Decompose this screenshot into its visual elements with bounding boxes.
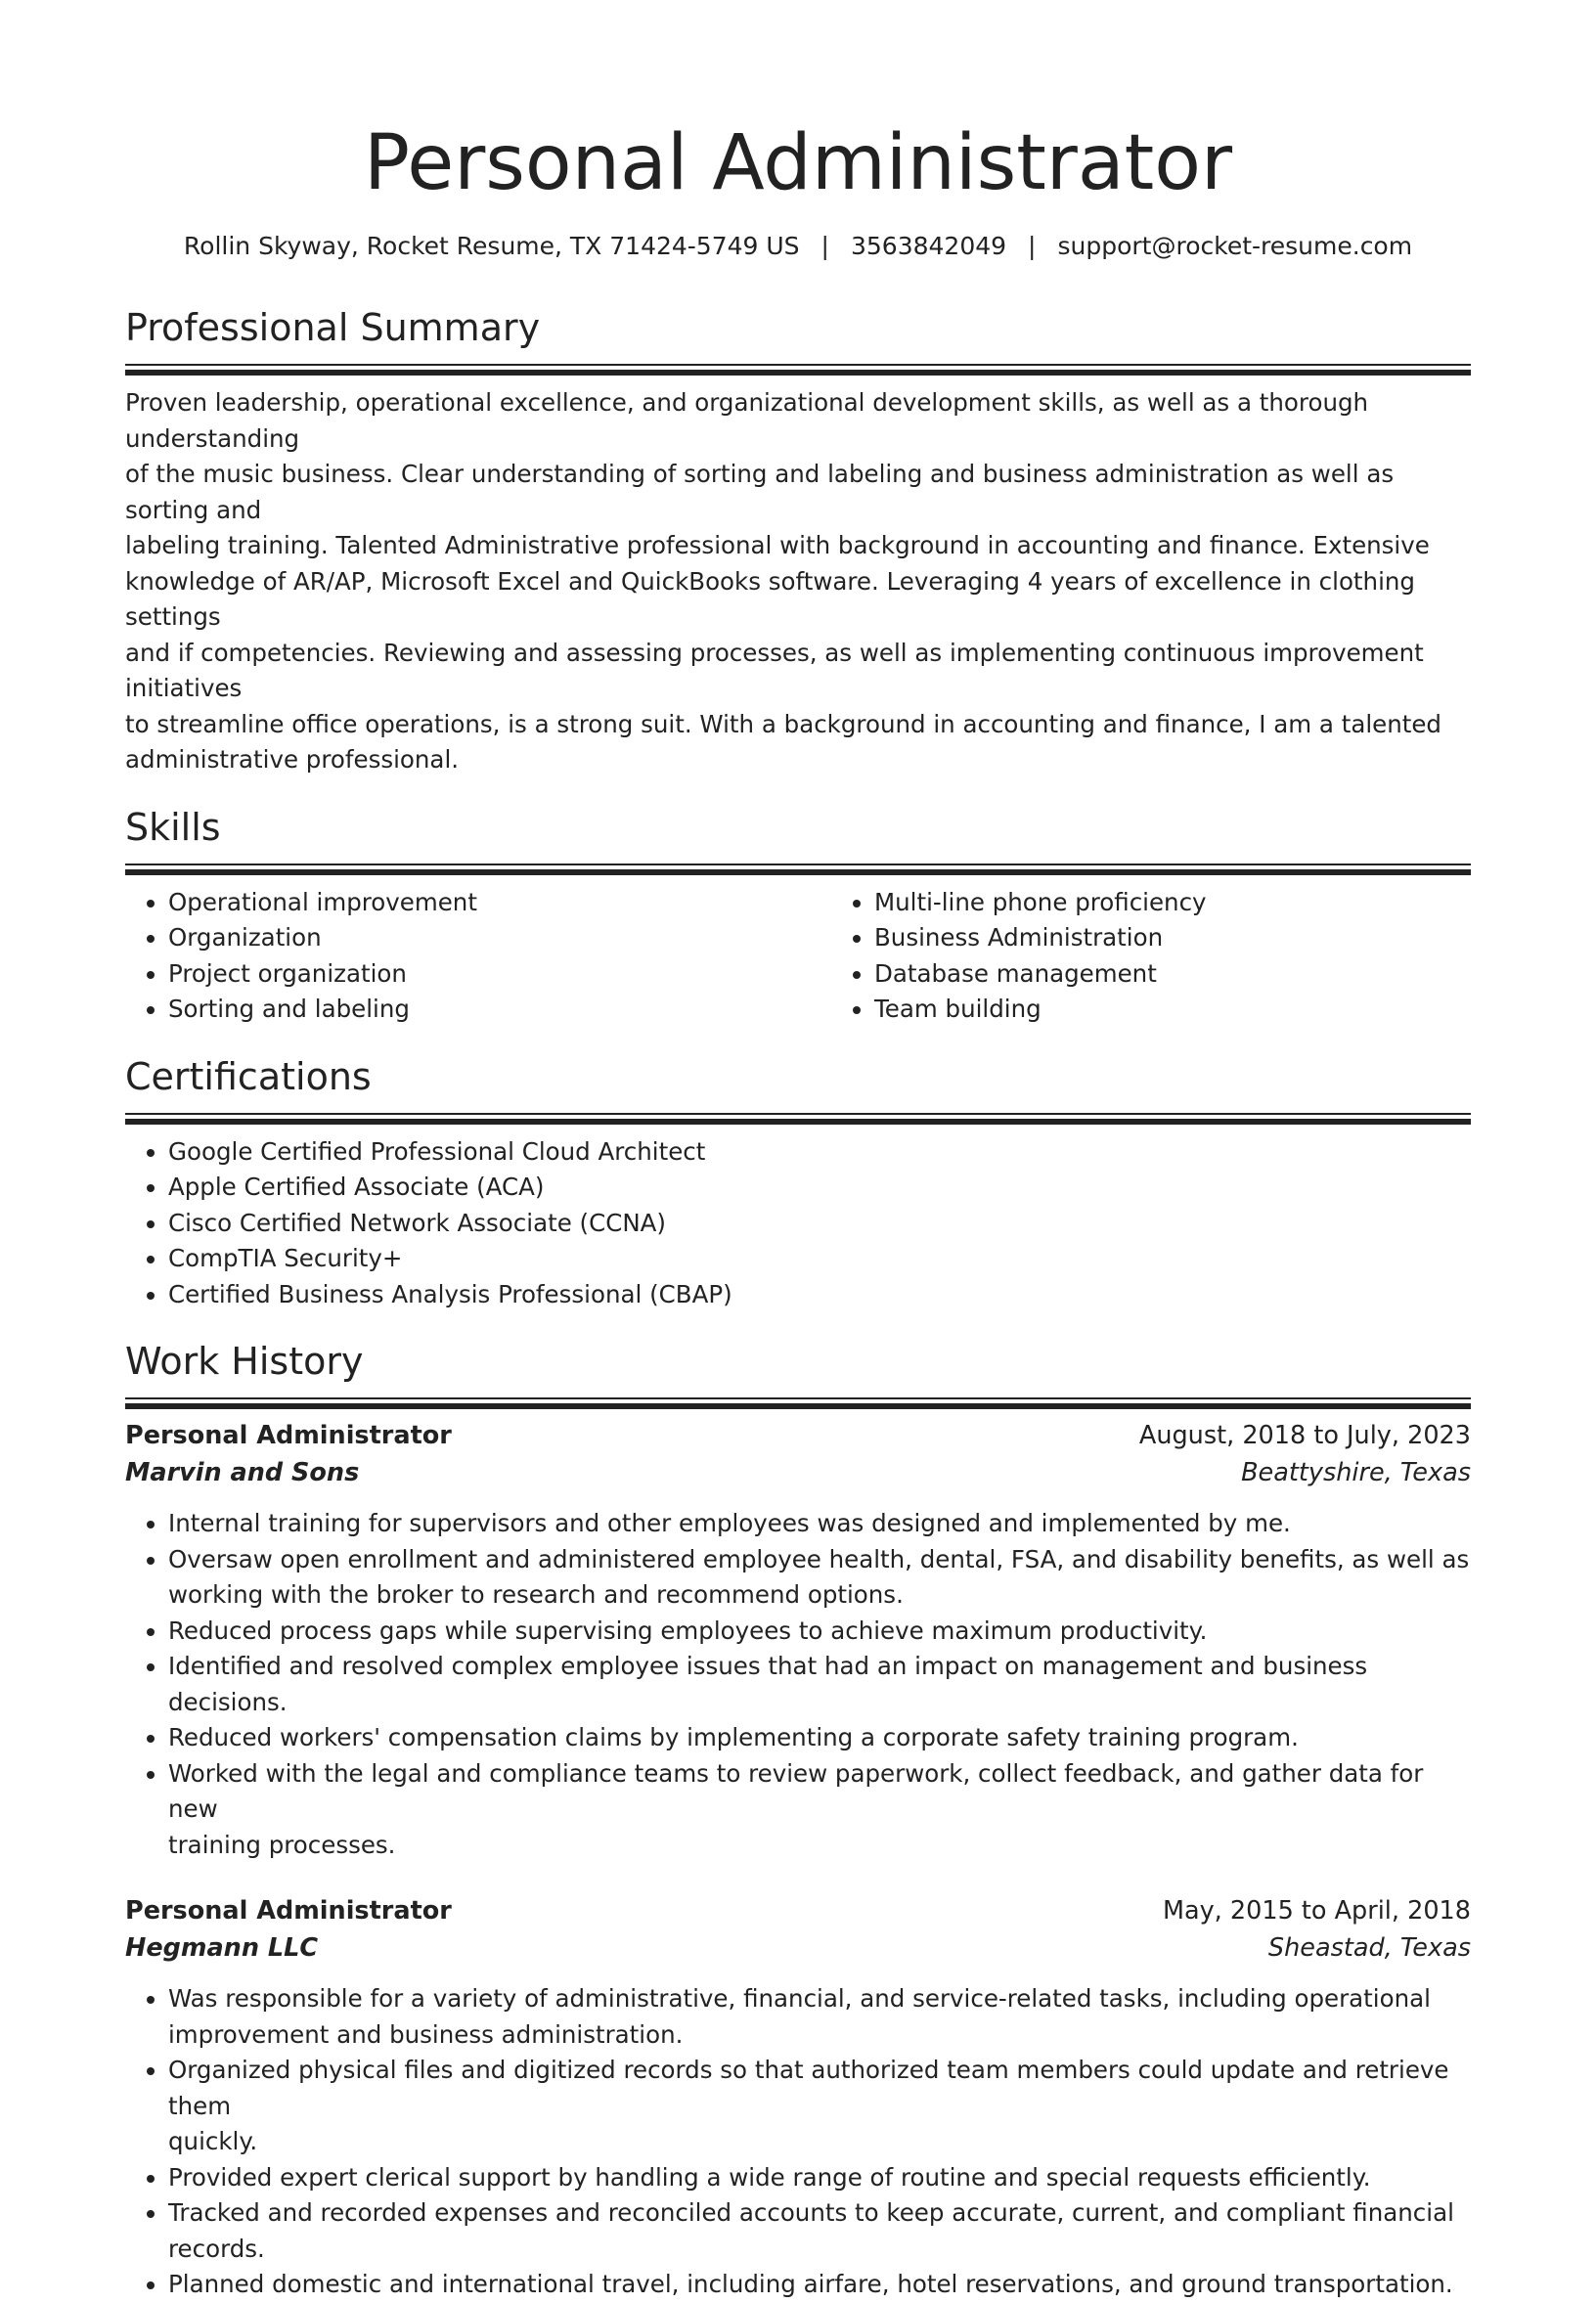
work-section <box>125 1338 1471 2303</box>
skills-section <box>125 804 1471 1028</box>
certifications-list <box>125 1134 1471 1313</box>
bullet-text: Tracked and recorded expenses and reconciled accounts to keep accurate, current, and compliant financial <box>168 2198 1454 2227</box>
list-item: • CompTIA Security+ <box>168 1241 1471 1277</box>
summary-line: knowledge of AR/AP, Microsoft Excel and QuickBooks software. Leveraging 4 years of excellence in clothing settings <box>125 566 1415 631</box>
list-item <box>168 1649 1471 1720</box>
section-divider <box>125 864 1471 877</box>
bullet-text: quickly. <box>168 2127 258 2155</box>
job-role: Personal Administrator <box>125 1421 452 1450</box>
certifications-section <box>125 1053 1471 1313</box>
section-divider <box>125 1113 1471 1127</box>
list-item <box>168 1981 1471 2053</box>
job-subheader <box>125 1454 1471 1491</box>
list-item <box>168 2267 1471 2303</box>
bullet-text: records. <box>168 2234 265 2263</box>
summary-line: of the music business. Clear understanding of sorting and labeling and business administration as well as sorting and <box>125 460 1395 524</box>
job-entry <box>125 1892 1471 2303</box>
list-item: • Certified Business Analysis Professional (CBAP) <box>168 1277 1471 1313</box>
bullet-text: Planned domestic and international travel, including airfare, hotel reservations, and ground transportation. <box>168 2270 1453 2298</box>
bullet-text: Internal training for supervisors and other employees was designed and implemented by me. <box>168 1509 1291 1537</box>
contact-address: Rollin Skyway, Rocket Resume, TX 71424-5749 US <box>183 232 800 260</box>
list-item: • Team building <box>874 992 1537 1028</box>
skills-list-right <box>831 885 1537 1028</box>
job-subheader <box>125 1929 1471 1967</box>
section-heading-summary: Professional Summary <box>125 306 541 349</box>
list-item: • Operational improvement <box>168 885 831 921</box>
job-entry <box>125 1417 1471 1863</box>
resume-page <box>125 0 1471 2303</box>
bullet-text: Reduced process gaps while supervising employees to achieve maximum productivity. <box>168 1616 1208 1645</box>
resume-title: Personal Administrator <box>363 119 1233 207</box>
contact-separator: | <box>820 232 829 260</box>
job-location: Sheastad, Texas <box>1267 1933 1471 1963</box>
contact-phone: 3563842049 <box>850 232 1007 260</box>
summary-line: labeling training. Talented Administrative professional with background in accounting and finance. Extensive <box>125 531 1430 559</box>
list-item <box>168 2160 1471 2196</box>
job-dates: May, 2015 to April, 2018 <box>1162 1896 1471 1926</box>
skills-list-left <box>125 885 831 1028</box>
contact-email: support@rocket-resume.com <box>1057 232 1413 260</box>
bullet-text: Worked with the legal and compliance teams to review paperwork, collect feedback, and gather data for new <box>168 1758 1424 1823</box>
list-item: • Organization <box>168 920 831 956</box>
bullet-text: Provided expert clerical support by handling a wide range of routine and special requests efficiently. <box>168 2162 1371 2192</box>
summary-text <box>125 385 1471 778</box>
job-role: Personal Administrator <box>125 1896 452 1926</box>
section-heading-skills: Skills <box>125 805 221 849</box>
list-item: • Database management <box>874 956 1537 993</box>
job-location: Beattyshire, Texas <box>1241 1458 1471 1487</box>
list-item: • Cisco Certified Network Associate (CCNA) <box>168 1206 1471 1242</box>
summary-line: and if competencies. Reviewing and assessing processes, as well as implementing continuous improvement initiatives <box>125 638 1424 702</box>
job-dates: August, 2018 to July, 2023 <box>1138 1421 1471 1450</box>
list-item <box>168 2195 1471 2267</box>
list-item: • Business Administration <box>874 920 1537 956</box>
bullet-text: training processes. <box>168 1830 396 1859</box>
job-bullets <box>125 1981 1471 2303</box>
list-item: • Multi-line phone proficiency <box>874 885 1537 921</box>
skills-grid <box>125 885 1471 1028</box>
bullet-text: improvement and business administration. <box>168 2019 684 2049</box>
bullet-text: Identified and resolved complex employee issues that had an impact on management and business decisions. <box>168 1652 1368 1716</box>
summary-section <box>125 304 1471 778</box>
list-item <box>168 1756 1471 1864</box>
job-company: Hegmann LLC <box>125 1933 319 1963</box>
list-item <box>168 2053 1471 2160</box>
section-heading-certifications: Certifications <box>125 1054 372 1098</box>
bullet-text: Was responsible for a variety of administrative, financial, and service-related tasks, including operational <box>168 1984 1431 2013</box>
list-item: • Sorting and labeling <box>168 992 831 1028</box>
list-item <box>168 1614 1471 1650</box>
list-item <box>168 1542 1471 1614</box>
section-heading-work: Work History <box>125 1340 364 1383</box>
job-header <box>125 1892 1471 1929</box>
contact-line <box>125 231 1471 262</box>
summary-line: administrative professional. <box>125 745 460 774</box>
list-item <box>168 1720 1471 1756</box>
job-company: Marvin and Sons <box>125 1458 360 1487</box>
list-item: • Google Certified Professional Cloud Architect <box>168 1134 1471 1171</box>
bullet-text: Organized physical files and digitized records so that authorized team members could update and retrieve them <box>168 2056 1449 2120</box>
bullet-text: Reduced workers' compensation claims by implementing a corporate safety training program. <box>168 1723 1299 1751</box>
summary-line: to streamline office operations, is a strong suit. With a background in accounting and finance, I am a talented <box>125 709 1441 738</box>
list-item: • Project organization <box>168 956 831 993</box>
bullet-text: Oversaw open enrollment and administered employee health, dental, FSA, and disability benefits, as well as <box>168 1544 1470 1573</box>
job-bullets <box>125 1506 1471 1863</box>
section-divider <box>125 1397 1471 1411</box>
job-header <box>125 1417 1471 1454</box>
contact-separator: | <box>1028 232 1037 260</box>
bullet-text: working with the broker to research and recommend options. <box>168 1580 904 1609</box>
list-item: • Apple Certified Associate (ACA) <box>168 1170 1471 1206</box>
list-item <box>168 1506 1471 1542</box>
section-divider <box>125 364 1471 377</box>
summary-line: Proven leadership, operational excellence, and organizational development skills, as well as a thorough understanding <box>125 388 1369 453</box>
